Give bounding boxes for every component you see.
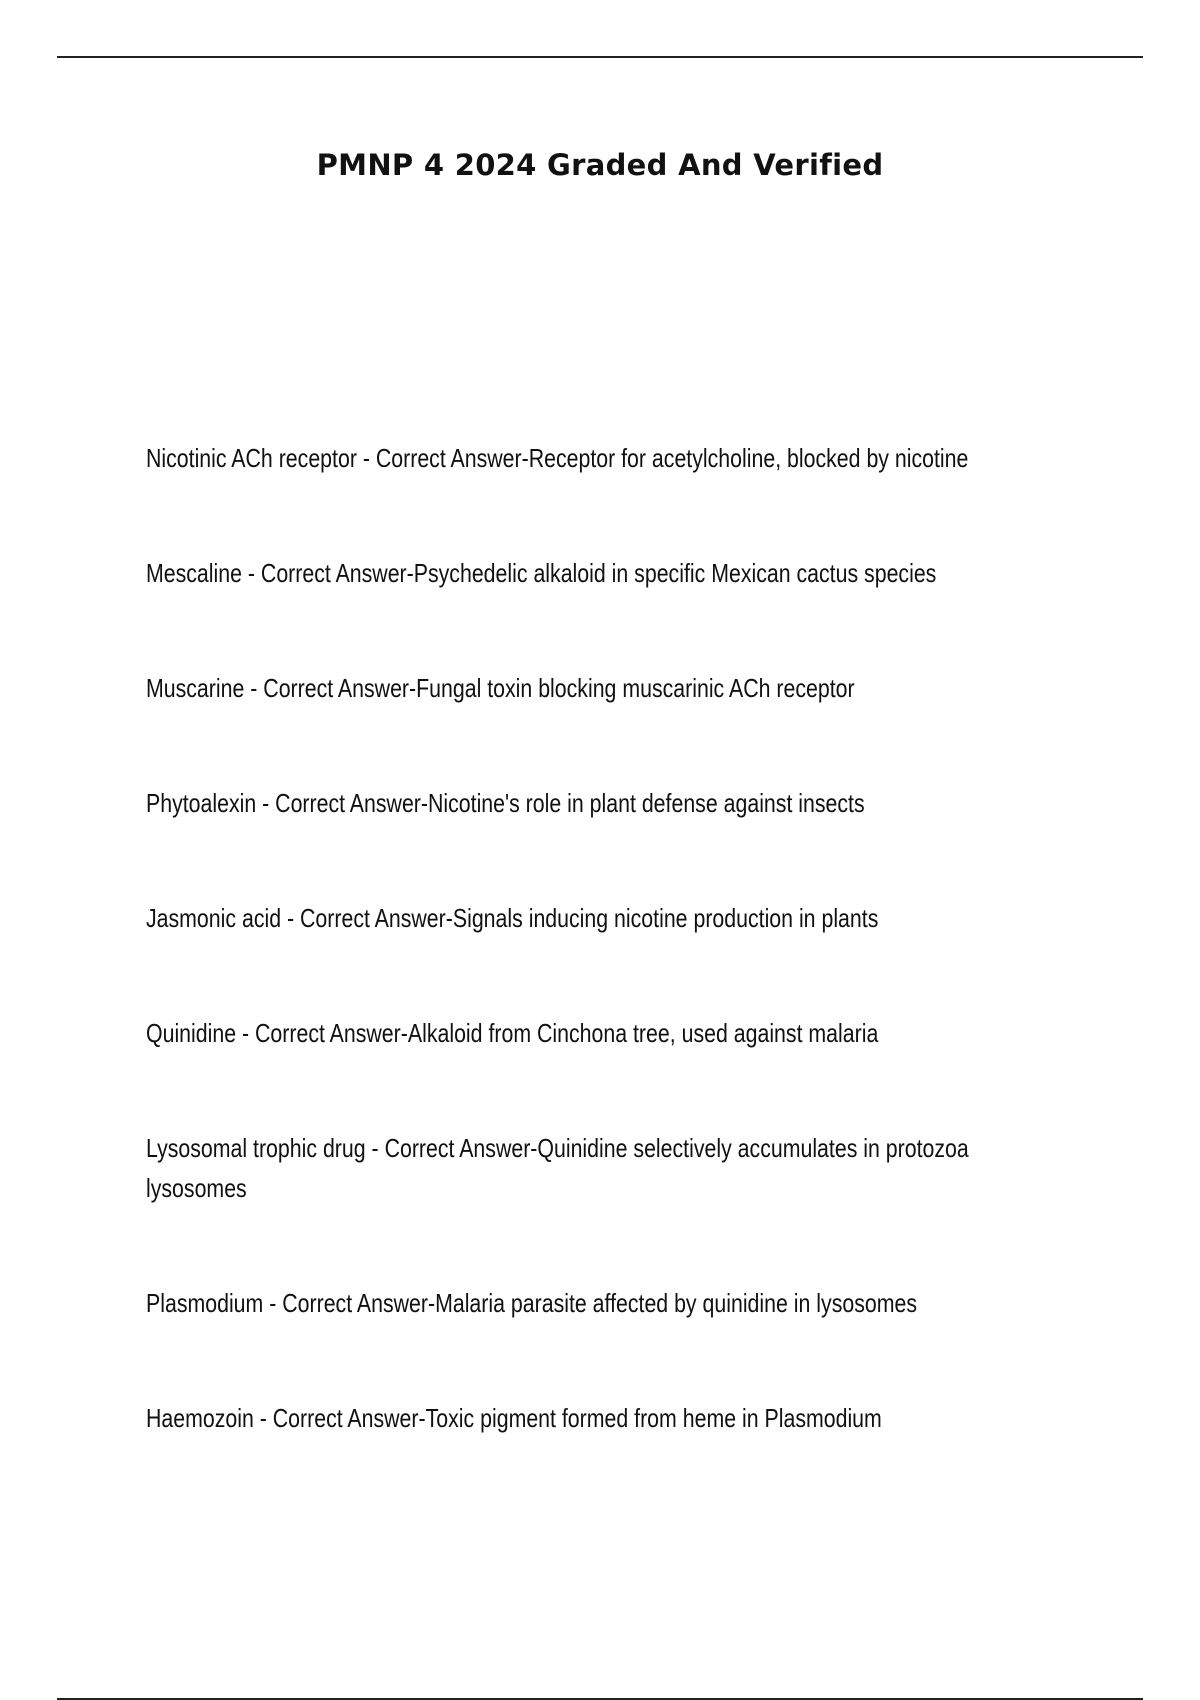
qa-entry-6: Quinidine - Correct Answer-Alkaloid from Cinchona tree, used against malaria — [146, 1018, 879, 1048]
document-title: PMNP 4 2024 Graded And Verified — [316, 148, 884, 182]
qa-entry-3: Muscarine - Correct Answer-Fungal toxin blocking muscarinic ACh receptor — [146, 673, 855, 703]
qa-entry-9: Haemozoin - Correct Answer-Toxic pigment formed from heme in Plasmodium — [146, 1403, 882, 1433]
qa-list — [146, 438, 1076, 1513]
qa-entry-2: Mescaline - Correct Answer-Psychedelic alkaloid in specific Mexican cactus species — [146, 558, 937, 588]
qa-entry-4: Phytoalexin - Correct Answer-Nicotine's role in plant defense against insects — [146, 788, 865, 818]
qa-entry-1: Nicotinic ACh receptor - Correct Answer-Receptor for acetylcholine, blocked by nicotine — [146, 443, 969, 473]
qa-entry-8: Plasmodium - Correct Answer-Malaria parasite affected by quinidine in lysosomes — [146, 1288, 918, 1318]
qa-entry-7: Lysosomal trophic drug - Correct Answer-Quinidine selectively accumulates in protozoa lysosomes — [146, 1133, 969, 1203]
top-divider — [57, 56, 1143, 58]
qa-entry-5: Jasmonic acid - Correct Answer-Signals inducing nicotine production in plants — [146, 903, 879, 933]
